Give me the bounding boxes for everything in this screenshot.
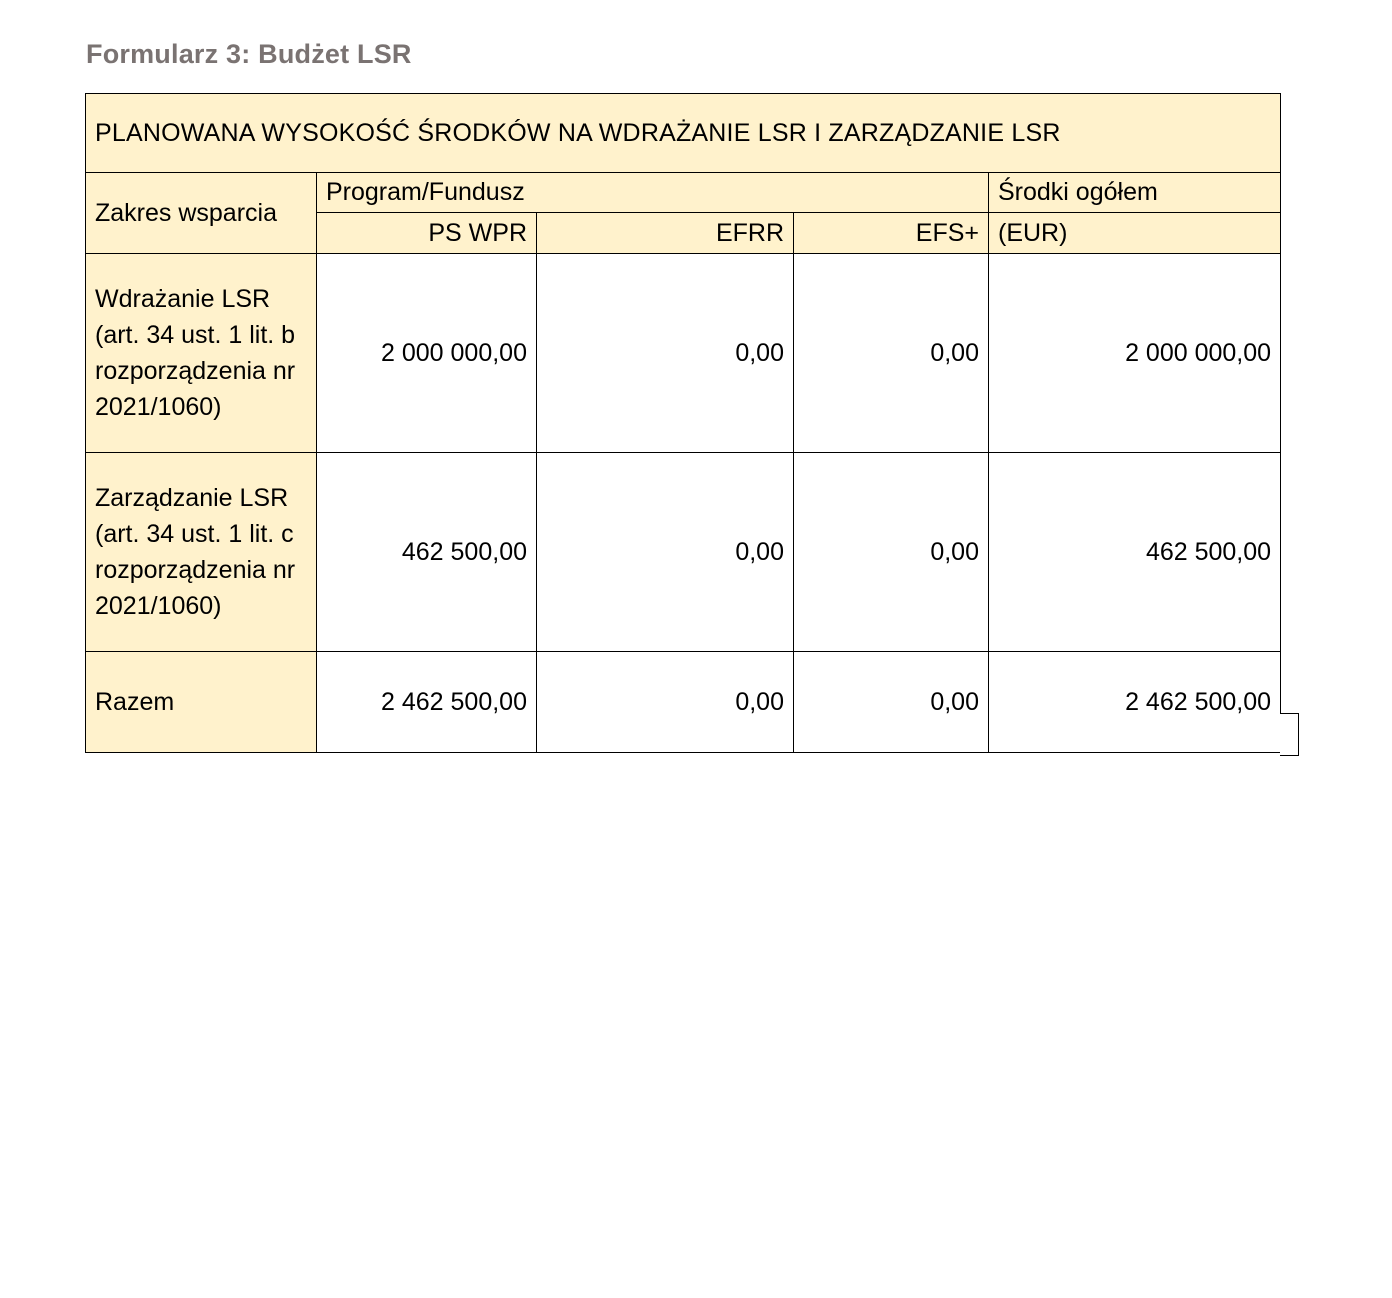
row-label: Zarządzanie LSR (art. 34 ust. 1 lit. c rozporządzenia nr 2021/1060) (86, 453, 317, 652)
cell-efrr: 0,00 (537, 652, 794, 753)
cell-ps-wpr: 2 000 000,00 (317, 254, 537, 453)
header-zakres-wsparcia: Zakres wsparcia (86, 173, 317, 254)
cell-efrr: 0,00 (537, 254, 794, 453)
cell-efs-plus: 0,00 (794, 254, 989, 453)
form-title: Formularz 3: Budżet LSR (86, 39, 412, 69)
cell-total: 462 500,00 (989, 453, 1281, 652)
table-row-zarzadzanie (86, 453, 1281, 652)
cell-ps-wpr: 2 462 500,00 (317, 652, 537, 753)
header-srodki-ogolem: Środki ogółem (989, 173, 1281, 213)
table-row-razem (86, 652, 1281, 753)
cell-efrr: 0,00 (537, 453, 794, 652)
header-efrr: EFRR (537, 213, 794, 254)
budget-table (85, 93, 1281, 753)
end-of-row-marker (1280, 713, 1299, 756)
header-eur-unit: (EUR) (989, 213, 1281, 254)
cell-total: 2 462 500,00 (989, 652, 1281, 753)
table-row-wdrazanie (86, 254, 1281, 453)
row-label: Wdrażanie LSR (art. 34 ust. 1 lit. b rozporządzenia nr 2021/1060) (86, 254, 317, 453)
header-efs-plus: EFS+ (794, 213, 989, 254)
cell-efs-plus: 0,00 (794, 652, 989, 753)
cell-efs-plus: 0,00 (794, 453, 989, 652)
caption-row (86, 94, 1281, 173)
header-ps-wpr: PS WPR (317, 213, 537, 254)
cell-total: 2 000 000,00 (989, 254, 1281, 453)
header-row-1 (86, 173, 1281, 213)
row-label: Razem (86, 652, 317, 753)
header-program-fundusz: Program/Fundusz (317, 173, 989, 213)
cell-ps-wpr: 462 500,00 (317, 453, 537, 652)
table-caption: PLANOWANA WYSOKOŚĆ ŚRODKÓW NA WDRAŻANIE LSR I ZARZĄDZANIE LSR (86, 94, 1281, 173)
